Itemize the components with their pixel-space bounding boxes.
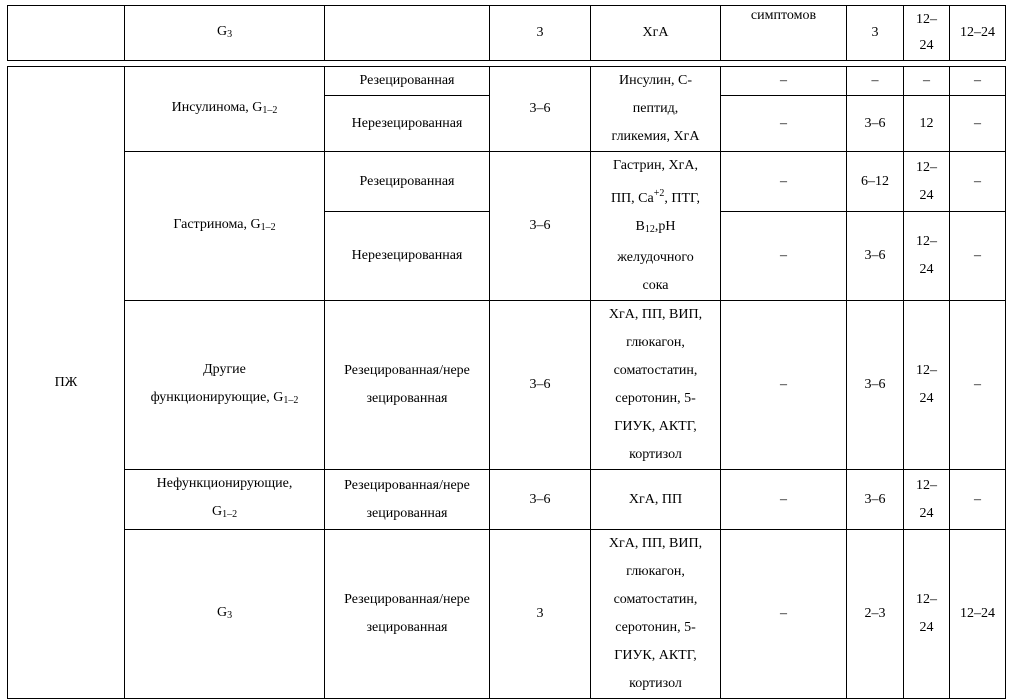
table-row [8, 6, 1006, 61]
value-cell: 12– 24 [904, 530, 950, 699]
value-cell: – [721, 67, 847, 96]
table-row [8, 152, 1006, 212]
value-cell: – [721, 301, 847, 470]
markers-cell: ХгА, ПП, ВИП, глюкагон, соматостатин, серотонин, 5- ГИУК, АКТГ, кортизол [591, 530, 721, 699]
table-row [8, 67, 1006, 96]
value-cell: – [721, 470, 847, 530]
markers-cell: ХгА, ПП, ВИП, глюкагон, соматостатин, серотонин, 5- ГИУК, АКТГ, кортизол [591, 301, 721, 470]
value-cell: – [950, 152, 1006, 212]
value-cell: 3–6 [847, 470, 904, 530]
value-cell: 12–24 [950, 6, 1006, 61]
tumor-type-cell: $G_3$ [125, 530, 325, 699]
markers-cell: ХгА [591, 6, 721, 61]
value-cell: – [950, 96, 1006, 152]
value-cell: 12– 24 [904, 6, 950, 61]
table-row [8, 301, 1006, 470]
markers-cell: Инсулин, С- пептид, гликемия, ХгА [591, 67, 721, 152]
interval-cell: 3–6 [490, 152, 591, 301]
tumor-type-cell: $G_3$ [125, 6, 325, 61]
interval-cell: 3 [490, 530, 591, 699]
value-cell: 2–3 [847, 530, 904, 699]
value-cell: 12– 24 [904, 301, 950, 470]
value-cell: 6–12 [847, 152, 904, 212]
status-cell: Резецированная/нере зецированная [325, 470, 490, 530]
value-cell: – [950, 212, 1006, 301]
status-cell [325, 6, 490, 61]
symptoms-cell: симптомов [721, 6, 847, 61]
value-cell: – [847, 67, 904, 96]
interval-cell: 3–6 [490, 67, 591, 152]
table-row [8, 470, 1006, 530]
status-cell: Резецированная [325, 152, 490, 212]
value-cell: 12– 24 [904, 152, 950, 212]
status-cell: Нерезецированная [325, 96, 490, 152]
value-cell: 12– 24 [904, 212, 950, 301]
table-row [8, 530, 1006, 699]
value-cell: 3–6 [847, 212, 904, 301]
value-cell: 3–6 [847, 301, 904, 470]
tumor-type-cell: Другие функционирующие, $G_{1-2}$ [125, 301, 325, 470]
value-cell: 3–6 [847, 96, 904, 152]
interval-cell: 3–6 [490, 301, 591, 470]
value-cell: – [721, 530, 847, 699]
interval-cell: 3 [490, 6, 591, 61]
value-cell: – [721, 96, 847, 152]
value-cell: – [950, 67, 1006, 96]
value-cell: 3 [847, 6, 904, 61]
status-cell: Нерезецированная [325, 212, 490, 301]
organ-cell [8, 6, 125, 61]
status-cell: Резецированная/нере зецированная [325, 530, 490, 699]
markers-cell: ХгА, ПП [591, 470, 721, 530]
value-cell: 12 [904, 96, 950, 152]
value-cell: – [721, 152, 847, 212]
value-cell: – [904, 67, 950, 96]
tumor-type-cell: Инсулинома, $G_{1-2}$ [125, 67, 325, 152]
follow-up-table [7, 5, 1006, 699]
value-cell: 12–24 [950, 530, 1006, 699]
interval-cell: 3–6 [490, 470, 591, 530]
tumor-type-cell: Нефункционирующие, $G_{1-2}$ [125, 470, 325, 530]
status-cell: Резецированная [325, 67, 490, 96]
value-cell: – [950, 301, 1006, 470]
tumor-type-cell: Гастринома, $G_{1-2}$ [125, 152, 325, 301]
value-cell: – [950, 470, 1006, 530]
status-cell: Резецированная/нере зецированная [325, 301, 490, 470]
value-cell: 12– 24 [904, 470, 950, 530]
markers-cell: Гастрин, ХгА, ПП, $Са^{+2}$, ПТГ, $В_{12},рН$ желудочного сока [591, 152, 721, 301]
value-cell: – [721, 212, 847, 301]
organ-cell: ПЖ [8, 67, 125, 699]
